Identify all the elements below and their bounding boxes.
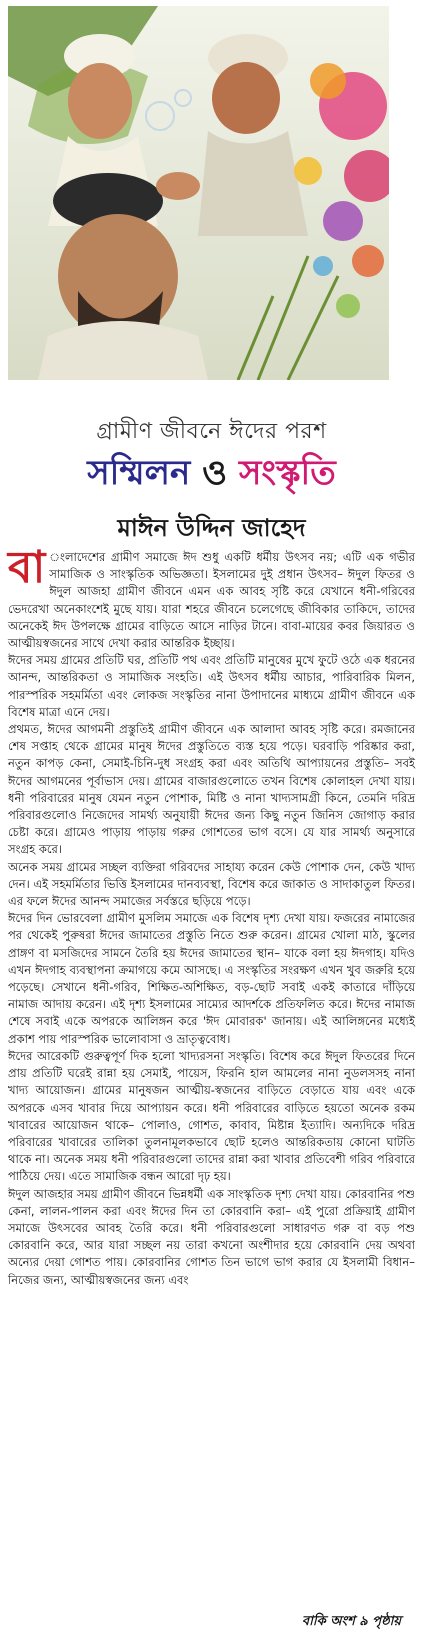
paragraph-4: অনেক সময় গ্রামের সচ্ছল ব্যক্তিরা গরিবদের সাহায্য করেন কেউ পোশাক দেন, কেউ খাদ্য দেন। এই সহমর্মিতার ভিত্তি ইসলামের দানব্যবস্থা, বিশেষ করে জাকাত ও সাদাকাতুল ফিতর। এর ফলে ঈদের আনন্দ সমাজের সর্বস্তরে ছড়িয়ে পড়ে।: [8, 859, 415, 909]
author-byline: মাঈন উদ্দিন জাহেদ: [117, 514, 306, 542]
paragraph-1-text: ংলাদেশের গ্রামীণ সমাজে ঈদ শুধু একটি ধর্মীয় উৎসব নয়; এটি এক গভীর সামাজিক ও সাংস্কৃতিক অভিজ্ঞতা। ইসলামের দুই প্রধান উৎসব– ঈদুল ফিতর ও ঈদুল আজহা গ্রামীণ জীবনে এমন এক আবহ সৃষ্টি করে যেখানে ধনী-গরিবের ভেদরেখা অনেকাংশেই মুছে যায়। যারা শহরে জীবনে চলেগেছে জীবিকার তাকিদে, তাদের অনেকেই ঈদ উপলক্ষে গ্রামের বাড়িতে আসে নাড়ির টানে। বাবা-মায়ের কবর জিয়ারত ও আত্মীয়স্বজনের সাথে দেখা করার আন্তরিক ইচ্ছায়।: [8, 550, 415, 651]
paragraph-5: ঈদের দিন ভোরবেলা গ্রামীণ মুসলিম সমাজে এক বিশেষ দৃশ্য দেখা যায়। ফজরের নামাজের পর থেকেই পুরুষরা ঈদের জামাতের প্রস্তুতি নিতে শুরু করেন। গ্রামের খোলা মাঠ, স্কুলের প্রাঙ্গণ বা মসজিদের সামনে তৈরি হয় ঈদের জামাতের স্থান– যাকে বলা হয় ঈদগাহ। যদিও এখন ঈদগাহ ব্যবস্থাপনা ক্রমাগয়ে কমে আসছে। এ সংস্কৃতির সংরক্ষণ এখন খুব জরুরি হয়ে পড়েছে। সেখানে ধনী-গরিব, শিক্ষিত-অশিক্ষিত, বড়-ছোট সবাই একই কাতারে দাঁড়িয়ে নামাজ আদায় করেন। এই দৃশ্য ইসলামের সাম্যের আদর্শকে প্রতিফলিত করে। ঈদের নামাজ শেষে সবাই একে অপরকে আলিঙ্গন করে 'ঈদ মোবারক' জানায়। এই আলিঙ্গনের মধ্যেই প্রকাশ পায় পারস্পরিক ভালোবাসা ও ভ্রাতৃত্ববোধ।: [8, 911, 415, 1046]
article-body: [8, 542, 416, 1289]
article-title: [0, 452, 423, 494]
drop-cap: বা: [8, 542, 46, 593]
title-conjunction: ও: [202, 453, 228, 493]
title-part-2: সংস্কৃতি: [238, 453, 336, 493]
paragraph-1: [8, 542, 415, 652]
paragraph-3: প্রথমত, ঈদের আগমনী প্রস্তুতিই গ্রামীণ জীবনে এক আলাদা আবহ সৃষ্টি করে। রমজানের শেষ সপ্তাহ থেকে গ্রামের মানুষ ঈদের প্রস্তুতিতে ব্যস্ত হয়ে পড়ে। ঘরবাড়ি পরিষ্কার করা, নতুন কাপড় কেনা, সেমাই-চিনি-দুধ সংগ্রহ করা এবং অতিথি আপ্যায়নের প্রস্তুতি– সবই ঈদের আগমনের পূর্বাভাস দেয়। গ্রামের বাজারগুলোতে তখন বিশেষ কোলাহল দেখা যায়। ধনী পরিবারের মানুষ যেমন নতুন পোশাক, মিষ্টি ও নানা খাদ্যসামগ্রী কিনে, তেমনি দরিদ্র পরিবারগুলোও নিজেদের সামর্থ্য অনুযায়ী ঈদের জন্য কিছু নতুন জিনিস জোগাড় করার চেষ্টা করে। গ্রামেও পাড়ায় পাড়ায় গরুর গোশতের ভাগ বসে। যে যার সামর্থ্য অনুসারে সংগ্রহ করে।: [8, 722, 416, 857]
title-part-1: সম্মিলন: [87, 453, 191, 493]
continued-note: বাকি অংশ ৯ পৃষ্ঠায়: [301, 1614, 401, 1629]
paragraph-6: ঈদের আরেকটি গুরুত্বপূর্ণ দিক হলো খাদ্যরসনা সংস্কৃতি। বিশেষ করে ঈদুল ফিতরের দিনে প্রায় প্রতিটি ঘরেই রান্না হয় সেমাই, পায়েস, ফিরনি হাল আমলের নানা নুডলসসহ নানা খাদ্য আয়োজন। গ্রামের মানুষজন আত্মীয়-স্বজনের বাড়িতে বেড়াতে যায় এবং একে অপরকে এসব খাবার দিয়ে আপ্যায়ন করে। ধনী পরিবারের বাড়িতে হয়তো অনেক রকম খাবারের আয়োজন থাকে– পোলাও, গোশত, কাবাব, মিষ্টান্ন ইত্যাদি। অন্যদিকে দরিদ্র পরিবারের খাবারের তালিকা তুলনামূলকভাবে ছোট হলেও আন্তরিকতায় কোনো ঘাটতি থাকে না। অনেক সময় ধনী পরিবারগুলো তাদের রান্না করা খাবার প্রতিবেশী গরিব পরিবারে পাঠিয়ে দেয়। এতে সামাজিক বন্ধন আরো দৃঢ় হয়।: [8, 1048, 415, 1184]
article-kicker: গ্রামীণ জীবনে ঈদের পরশ: [96, 419, 327, 444]
paragraph-7: ঈদুল আজহার সময় গ্রামীণ জীবনে ভিন্নধর্মী এক সাংস্কৃতিক দৃশ্য দেখা যায়। কোরবানির পশু কেনা, লালন-পালন করা এবং ঈদের দিন তা কোরবানি করা– এই পুরো প্রক্রিয়াই গ্রামীণ সমাজে উৎসবের আবহ তৈরি করে। ধনী পরিবারগুলো সাধারণত গরু বা বড় পশু কোরবানি করে, আর যারা সচ্ছল নয় তারা কখনো অংশীদার হয়ে কোরবানি দেয় অথবা অন্যের দেয়া গোশত পায়। কোরবানির গোশত তিন ভাগে ভাগ করার যে ইসলামী বিধান– নিজের জন্য, আত্মীয়স্বজনের জন্য এবং: [8, 1186, 415, 1287]
eid-photo: [8, 6, 389, 380]
paragraph-2: ঈদের সময় গ্রামের প্রতিটি ঘর, প্রতিটি পথ এবং প্রতিটি মানুষের মুখে ফুটে ওঠে এক ধরনের আনন্দ, আন্তরিকতা ও সামাজিক সংহতি। এই উৎসব ধর্মীয় আচার, পারিবারিক মিলন, পারস্পরিক সহমর্মিতা এবং লোকজ সংস্কৃতির নানা উপাদানের মাধ্যমে গ্রামীণ জীবনে এক বিশেষ মাত্রা এনে দেয়।: [8, 653, 415, 719]
